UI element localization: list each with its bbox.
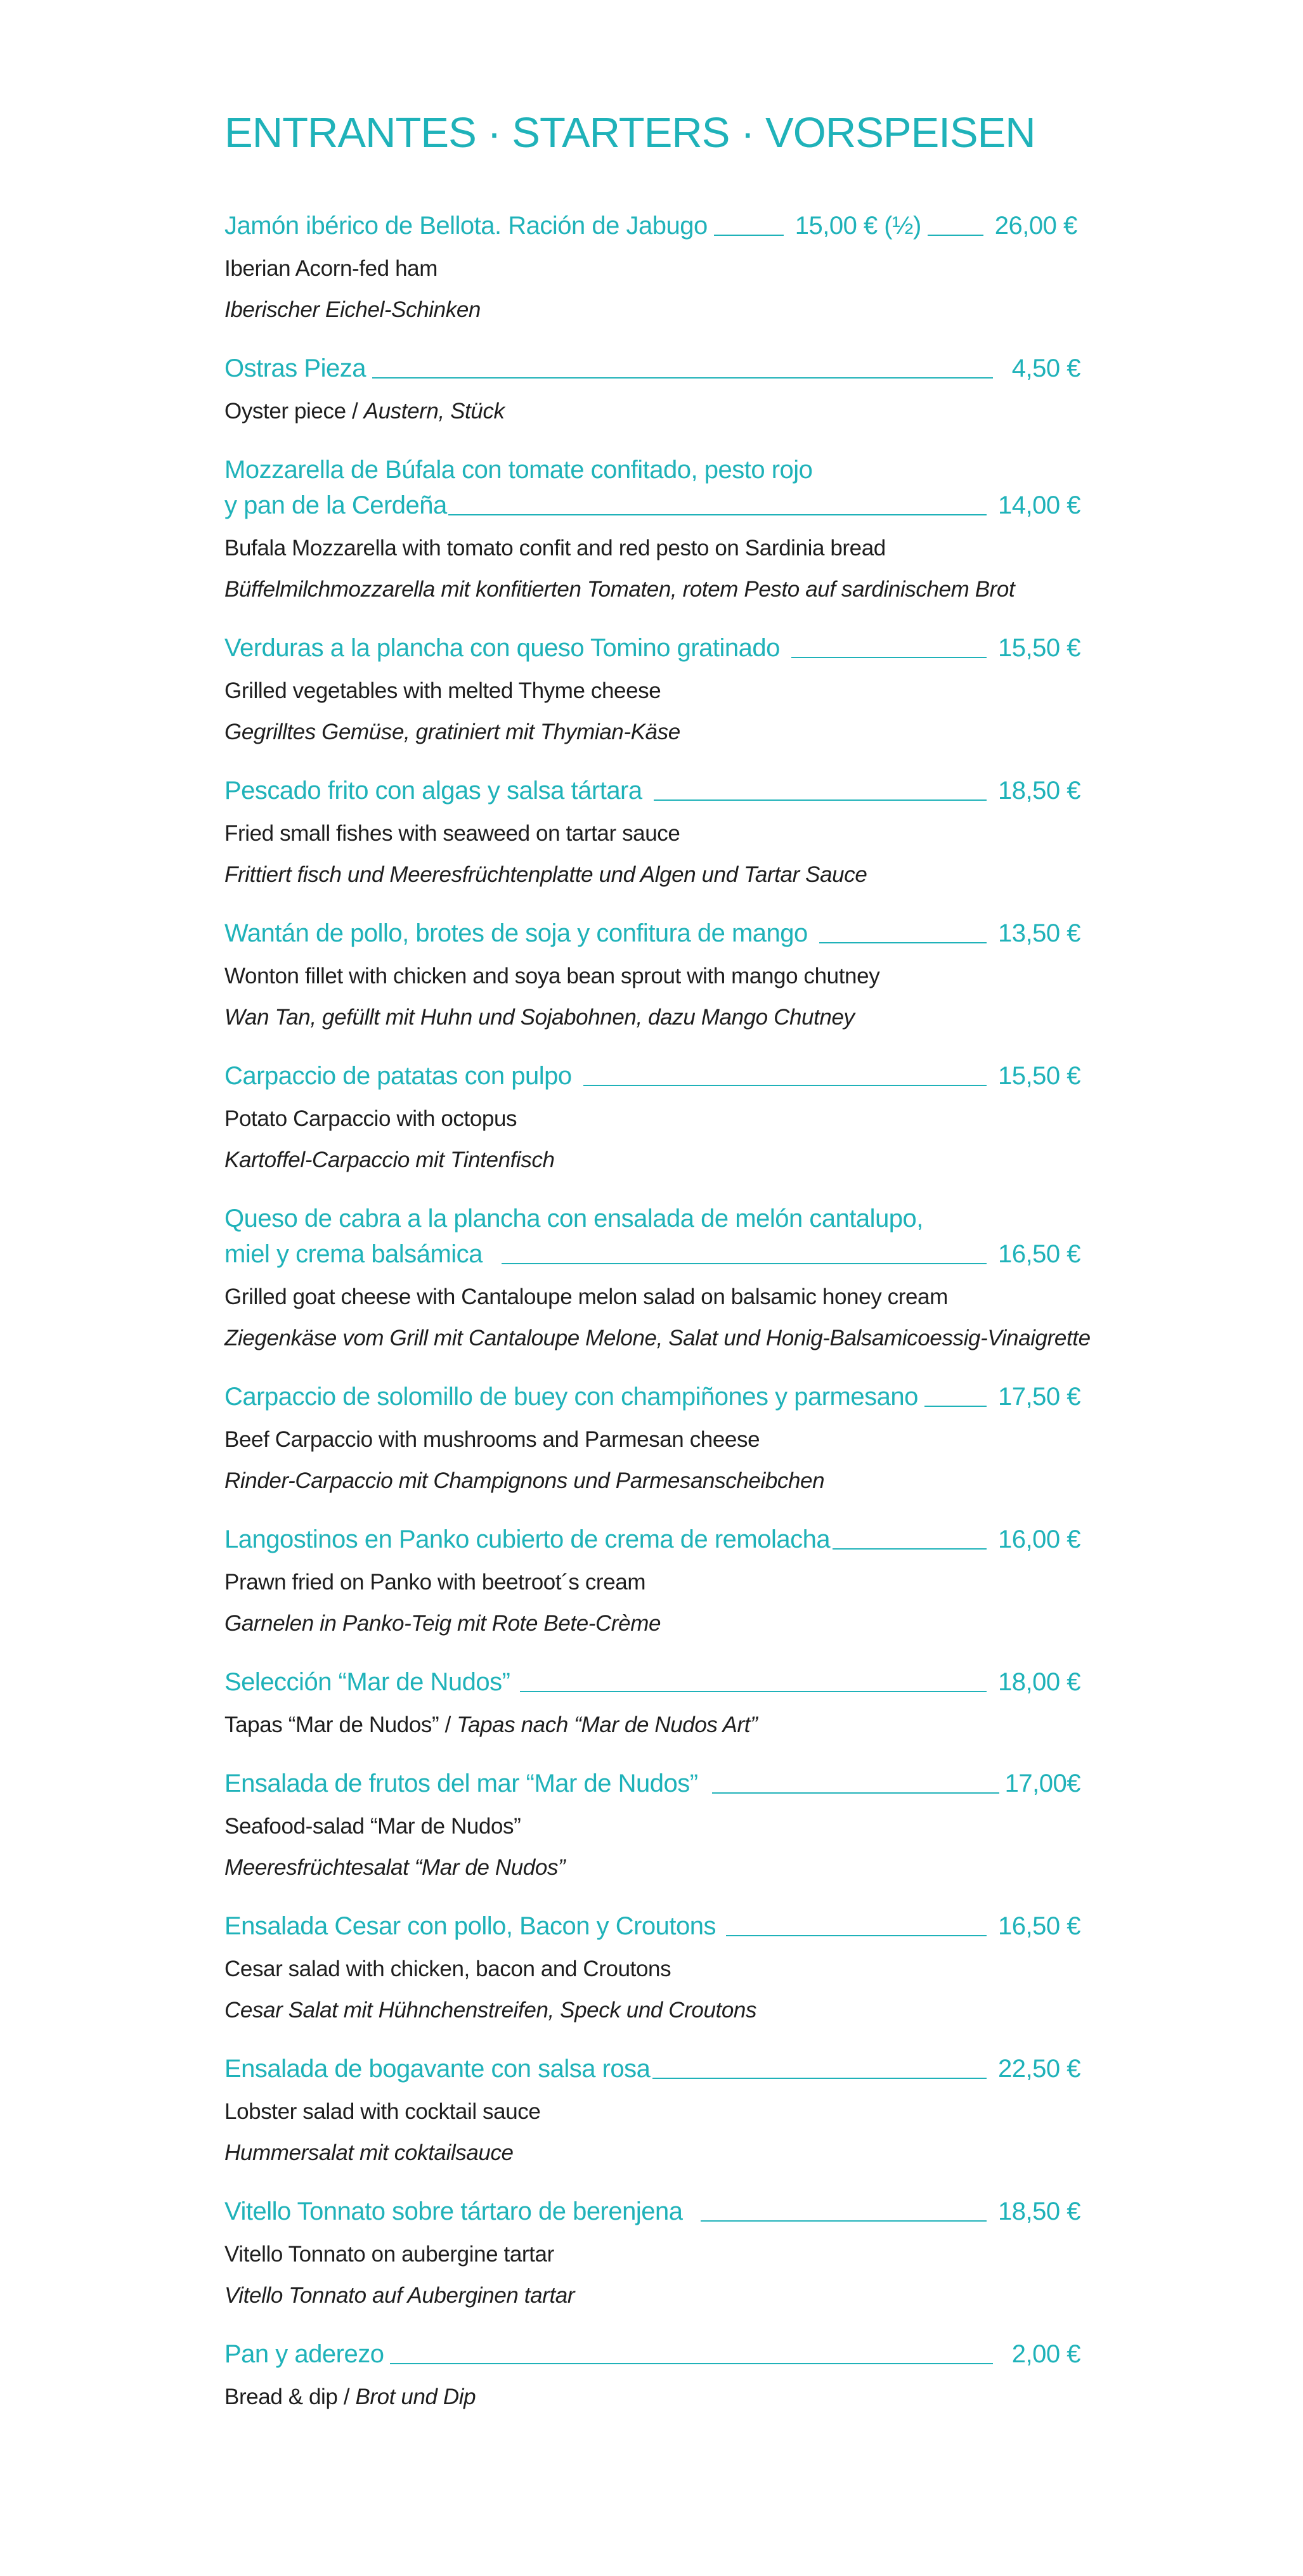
item-name-first-line: Mozzarella de Búfala con tomate confitado, pesto rojo (224, 456, 813, 484)
menu-item (224, 351, 1080, 427)
item-price: 16,00 € (998, 1525, 1080, 1553)
item-description-de: Frittiert fisch und Meeresfrüchtenplatte und Algen und Tartar Sauce (224, 862, 867, 887)
item-description-de: Ziegenkäse vom Grill mit Cantaloupe Melone, Salat und Honig-Balsamicoessig-Vinaigrette (224, 1326, 1091, 1350)
item-description-en: Oyster piece / (224, 399, 364, 424)
menu-item (224, 1664, 1080, 1740)
dotted-leader (372, 377, 993, 379)
item-description-de: Rinder-Carpaccio mit Champignons und Parmesanscheibchen (224, 1468, 825, 1493)
item-name: Langostinos en Panko cubierto de crema de remolacha (224, 1525, 831, 1553)
item-description (224, 396, 1080, 427)
item-description-en: Beef Carpaccio with mushrooms and Parmesan cheese (224, 1427, 760, 1452)
item-name-line (224, 1236, 1080, 1272)
item-name-line (224, 351, 1080, 386)
item-name: Verduras a la plancha con queso Tomino gratinado (224, 634, 780, 662)
section-title: ENTRANTES · STARTERS · VORSPEISEN (224, 109, 1035, 157)
item-description-en: Iberian Acorn-fed ham (224, 256, 438, 281)
menu-page (224, 108, 1091, 2438)
item-description (224, 1710, 1080, 1740)
menu-item (224, 630, 1080, 748)
dotted-leader (654, 799, 987, 801)
item-price: 15,50 € (998, 1062, 1080, 1090)
item-name-first-line: Queso de cabra a la plancha con ensalada de melón cantalupo, (224, 1205, 923, 1233)
item-name: Ensalada de bogavante con salsa rosa (224, 2055, 651, 2083)
item-description-en: Potato Carpaccio with octopus (224, 1106, 517, 1131)
item-description-en: Cesar salad with chicken, bacon and Croutons (224, 1957, 671, 1981)
item-description-en: Wonton fillet with chicken and soya bean sprout with mango chutney (224, 964, 880, 988)
item-description-en: Prawn fried on Panko with beetroot´s cream (224, 1570, 646, 1595)
dotted-leader (714, 235, 784, 236)
item-description-de: Gegrilltes Gemüse, gratiniert mit Thymian-Käse (224, 720, 680, 744)
item-price: 16,50 € (998, 1912, 1080, 1940)
item-price: 16,50 € (998, 1240, 1080, 1268)
item-name: Vitello Tonnato sobre tártaro de berenjena (224, 2197, 683, 2225)
item-description-de: Büffelmilchmozzarella mit konfitierten Tomaten, rotem Pesto auf sardinischem Brot (224, 577, 1015, 602)
menu-item (224, 1379, 1080, 1496)
item-name-line (224, 1664, 1080, 1700)
dotted-leader (583, 1085, 987, 1086)
item-name: Carpaccio de patatas con pulpo (224, 1062, 572, 1090)
item-name-line (224, 2051, 1080, 2087)
item-description-de: Kartoffel-Carpaccio mit Tintenfisch (224, 1148, 555, 1172)
dotted-leader (502, 1263, 987, 1264)
item-name-line (224, 1908, 1080, 1944)
item-description-de: Meeresfrüchtesalat “Mar de Nudos” (224, 1855, 566, 1880)
item-price: 14,00 € (998, 491, 1080, 519)
item-name: Jamón ibérico de Bellota. Ración de Jabugo (224, 212, 708, 240)
item-description-en: Fried small fishes with seaweed on tartar sauce (224, 821, 680, 846)
item-price: 22,50 € (998, 2055, 1080, 2083)
item-price: 18,50 € (998, 2197, 1080, 2225)
menu-item (224, 2051, 1080, 2168)
item-description-de: Cesar Salat mit Hühnchenstreifen, Speck und Croutons (224, 1998, 757, 2023)
item-price: 17,50 € (998, 1383, 1080, 1411)
item-name-line (224, 208, 1080, 243)
menu-item (224, 2336, 1080, 2412)
item-description-en: Bufala Mozzarella with tomato confit and red pesto on Sardinia bread (224, 536, 886, 560)
item-price: 13,50 € (998, 919, 1080, 947)
item-description-en: Lobster salad with cocktail sauce (224, 2099, 541, 2124)
item-name-line (224, 1522, 1080, 1557)
item-price: 18,00 € (998, 1668, 1080, 1696)
item-name-line (224, 1766, 1080, 1801)
item-name-line (224, 2336, 1080, 2372)
item-price: 4,50 € (1011, 354, 1080, 382)
menu-item (224, 1058, 1080, 1175)
dotted-leader (924, 1406, 987, 1407)
item-name: Ensalada Cesar con pollo, Bacon y Croutons (224, 1912, 716, 1940)
item-description-en: Tapas “Mar de Nudos” / (224, 1712, 457, 1737)
dotted-leader (833, 1548, 987, 1550)
item-name: Carpaccio de solomillo de buey con champiñones y parmesano (224, 1383, 918, 1411)
dotted-leader (928, 235, 983, 236)
item-half-price: 15,00 € (½) (794, 212, 921, 240)
item-description-de: Hummersalat mit coktailsauce (224, 2140, 514, 2165)
menu-item (224, 2194, 1080, 2311)
item-description-en: Bread & dip / (224, 2385, 356, 2409)
item-name: y pan de la Cerdeña (224, 491, 447, 519)
item-description-de: Garnelen in Panko-Teig mit Rote Bete-Crème (224, 1611, 661, 1636)
item-name-line (224, 488, 1080, 523)
dotted-leader (791, 657, 987, 658)
menu-item (224, 208, 1080, 325)
dotted-leader (819, 942, 987, 943)
dotted-leader (712, 1792, 999, 1794)
item-name-line (224, 1379, 1080, 1414)
item-description (224, 2382, 1080, 2412)
item-name-line (224, 630, 1080, 666)
menu-item (224, 452, 1080, 605)
menu-item (224, 773, 1080, 890)
menu-item (224, 1908, 1080, 2026)
item-name-line (224, 773, 1080, 808)
item-description-de: Brot und Dip (355, 2385, 476, 2409)
item-description-de: Tapas nach “Mar de Nudos Art” (457, 1712, 758, 1737)
dotted-leader (448, 514, 987, 515)
dotted-leader (701, 2220, 987, 2222)
dotted-leader (390, 2363, 993, 2364)
item-description-de: Austern, Stück (363, 399, 505, 424)
item-price: 15,50 € (998, 634, 1080, 662)
item-description-en: Grilled vegetables with melted Thyme cheese (224, 678, 661, 703)
item-description-en: Seafood-salad “Mar de Nudos” (224, 1814, 521, 1839)
item-price: 2,00 € (1011, 2340, 1080, 2368)
dotted-leader (520, 1691, 987, 1692)
menu-item (224, 1522, 1080, 1639)
item-name: Pan y aderezo (224, 2340, 384, 2368)
item-price: 26,00 € (994, 212, 1077, 240)
item-name-line (224, 1058, 1080, 1094)
item-description-de: Iberischer Eichel-Schinken (224, 297, 481, 322)
item-name: Ostras Pieza (224, 354, 366, 382)
menu-item (224, 1766, 1080, 1883)
item-description-en: Vitello Tonnato on aubergine tartar (224, 2242, 554, 2267)
item-description-de: Vitello Tonnato auf Auberginen tartar (224, 2283, 575, 2308)
item-price: 18,50 € (998, 777, 1080, 805)
item-description-de: Wan Tan, gefüllt mit Huhn und Sojabohnen, dazu Mango Chutney (224, 1005, 855, 1030)
item-name: Wantán de pollo, brotes de soja y confitura de mango (224, 919, 808, 947)
dotted-leader (726, 1935, 987, 1936)
menu-item (224, 1201, 1091, 1354)
dotted-leader (652, 2078, 987, 2079)
menu-item (224, 916, 1080, 1033)
item-name: miel y crema balsámica (224, 1240, 483, 1268)
item-description-en: Grilled goat cheese with Cantaloupe melon salad on balsamic honey cream (224, 1285, 948, 1309)
item-name-line (224, 2194, 1080, 2229)
item-name: Pescado frito con algas y salsa tártara (224, 777, 642, 805)
item-name-line (224, 916, 1080, 951)
item-price: 17,00€ (1004, 1770, 1080, 1797)
item-name: Selección “Mar de Nudos” (224, 1668, 510, 1696)
item-name: Ensalada de frutos del mar “Mar de Nudos” (224, 1770, 698, 1797)
